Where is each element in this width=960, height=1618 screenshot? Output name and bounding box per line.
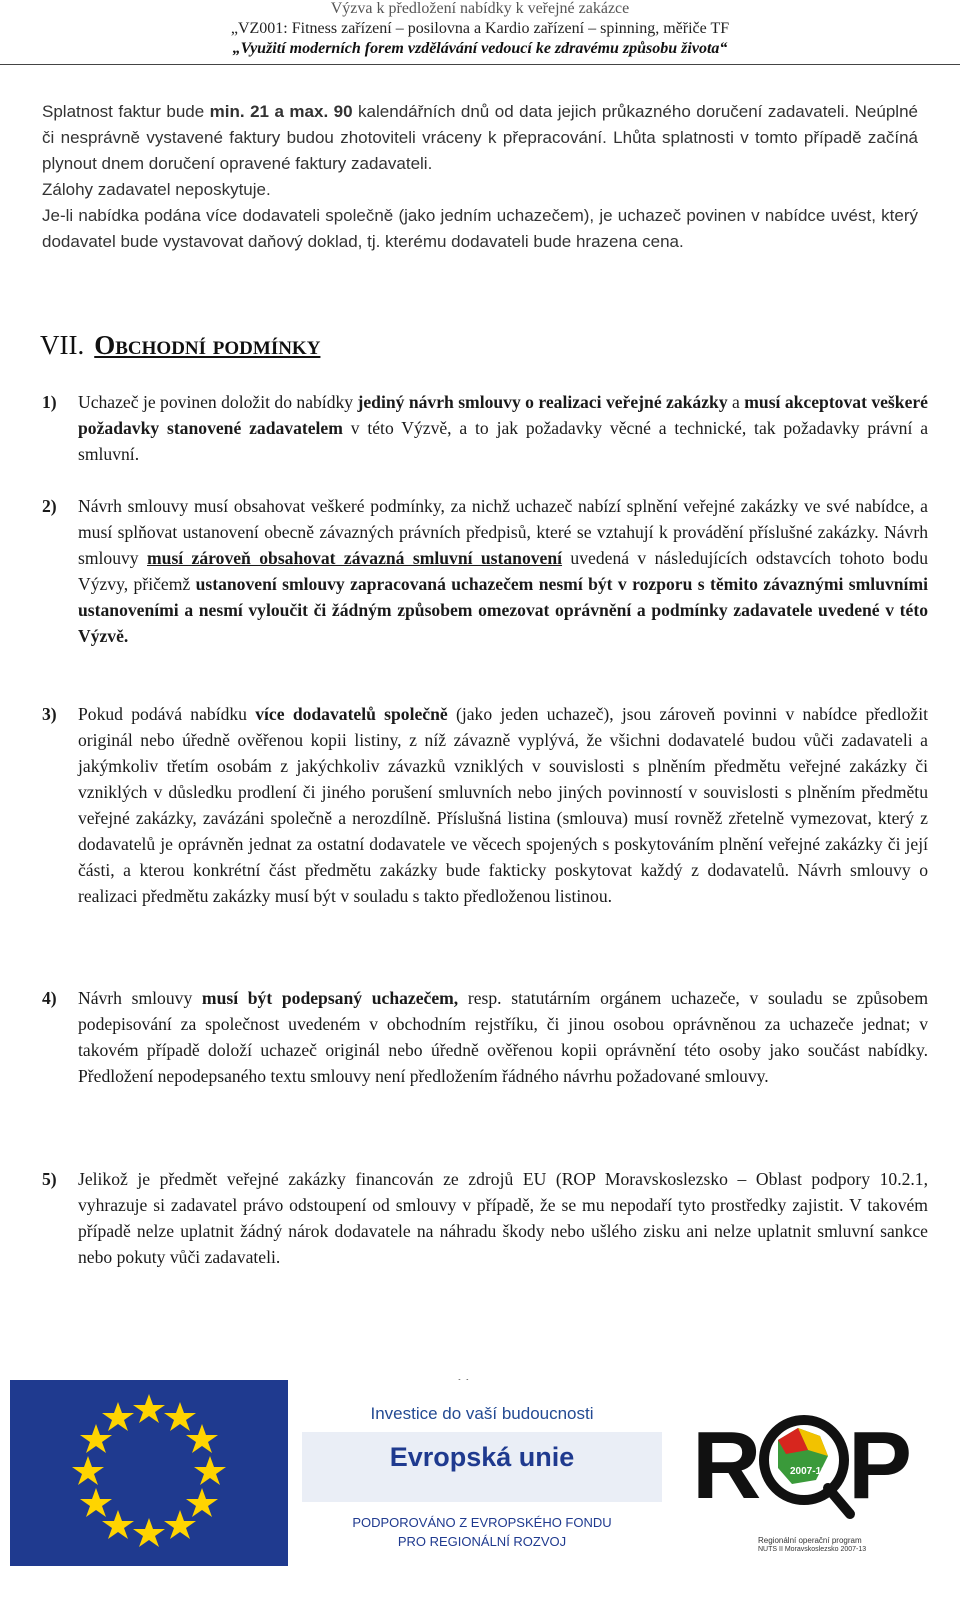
text-span-bold: musí být podepsaný uchazečem, [201, 988, 459, 1008]
section-title: Obchodní podmínky [94, 330, 321, 360]
list-item-number: 2) [42, 496, 57, 516]
intro-paragraph-joint-bid: Je-li nabídka podána více dodavateli společně (jako jedním uchazečem), je uchazeč povinen v nabídce uvést, který dodavatel bude vystavovat daňový doklad, tj. kterému dodavateli bude hrazena cena. [42, 206, 918, 251]
rop-letter-p: P [848, 1412, 913, 1519]
header-subtitle: „VZ001: Fitness zařízení – posilovna a Kardio zařízení – spinning, měřiče TF [230, 20, 730, 37]
text-span-bold: jediný návrh smlouvy o realizaci veřejné zakázky [357, 392, 728, 412]
text-span-bold: min. 21 a max. 90 [209, 102, 353, 121]
eu-title: Evropská unie [389, 1442, 575, 1472]
header-divider [0, 64, 960, 65]
eu-fund-panel [292, 1380, 672, 1566]
header-title: Výzva k předložení nabídky k veřejné zakázce [330, 0, 630, 17]
list-item-text [78, 493, 928, 649]
text-span-bold: více dodavatelů společně [255, 704, 448, 724]
text-span: (jako jeden uchazeč), jsou zároveň povinni v nabídce předložit originál nebo úředně ověřenou kopii listiny, z níž závazně vyplývá, že všichni dodavatelé budou vůči zadavateli a jakýmkoliv třetím osobám z jakýchkoliv závazků vzniklých v souvislosti s plněním předmětu veřejné zakázky či vzniklých v důsledku prodlení či jiného porušení smluvních nebo jiných povinností v souvislosti s plněním předmětu veřejné zakázky, zavázáni společně a nerozdílně. Příslušná listina (smlouva) musí rovněž zřetelně vymezovat, který z dodavatelů je oprávněn jednat za ostatní dodavatele ve věcech spojených s poskytováním plnění veřejné zakázky či její části, a kterou konkrétní část předmětu zakázky bude fakticky poskytovat každý z dodavatelů. Návrh smlouvy o realizaci předmětu zakázky musí být v souladu s takto předloženou listinou. [78, 704, 928, 906]
text-span-bold: musí akceptovat veškeré požadavky stanovené zadavatelem [78, 392, 928, 438]
text-span-bold-underlined: musí zároveň obsahovat závazná smluvní ustanovení [147, 548, 563, 568]
rop-years: 2007-13 [790, 1466, 827, 1477]
section-number: VII. [40, 330, 85, 360]
intro-block [42, 99, 918, 255]
list-item-text [78, 701, 928, 909]
list-item-text: Jelikož je předmět veřejné zakázky financován ze zdrojů EU (ROP Moravskoslezsko – Oblast podpory 10.2.1, vyhrazuje si zadavatel právo odstoupení od smlouvy v případě, že se mu nepodaří tyto prostředky zajistit. V takovém případě nelze uplatnit žádný nárok dodavatele na náhradu škody nebo ušlého zisku ani nelze uplatnit smluvní sankce nebo pokuty vůči zadavateli. [78, 1169, 928, 1267]
list-item-3 [42, 701, 928, 909]
text-span: uvedená v následujících odstavcích tohoto bodu Výzvy, přičemž [78, 548, 928, 594]
rop-letter-r: R [692, 1412, 762, 1519]
list-item-number: 5) [42, 1169, 57, 1189]
eu-stars-icon [10, 1380, 288, 1566]
text-span: Uchazeč je povinen doložit do nabídky [78, 392, 358, 412]
list-item-2 [42, 493, 928, 649]
list-item-4 [42, 985, 928, 1089]
rop-caption-nuts: NUTS II Moravskoslezsko 2007-13 [758, 1546, 867, 1553]
rop-logo [678, 1380, 930, 1566]
section-heading [40, 328, 320, 362]
list-item-number: 4) [42, 988, 57, 1008]
list-item-5 [42, 1166, 928, 1270]
text-span: Návrh smlouvy [78, 988, 202, 1008]
text-span: Návrh smlouvy musí obsahovat veškeré podmínky, za nichž uchazeč nabízí splnění veřejné zakázky ve své nabídce, a musí splňovat ustanovení obecně závazných právních předpisů, které se vztahují k provádění příslušné zakázky. Návrh smlouvy [78, 496, 928, 568]
list-item-text [78, 389, 928, 467]
text-span: Pokud podává nabídku [78, 704, 256, 724]
intro-paragraph-advances: Zálohy zadavatel neposkytuje. [42, 180, 271, 199]
rop-logo-icon [678, 1380, 930, 1530]
text-span-bold: ustanovení smlouvy zapracovaná uchazečem nesmí být v rozporu s těmito závaznými smluvními ustanoveními a nesmí vyloučit či žádným způsobem omezovat oprávnění a podmínky zadavatele uvedené v této Výzvě. [78, 574, 928, 646]
text-span: Splatnost faktur bude [42, 102, 210, 121]
slogan-text: Investice do vaší budoucnosti [370, 1404, 594, 1423]
list-item-1 [42, 389, 928, 467]
text-span: kalendářních dnů od data jejich průkazného doručení zadavateli. Neúplné či nesprávně vystavené faktury budou zhotoviteli vráceny k přepracování. Lhůta splatnosti v tomto případě začíná plynout dnem doručení opravené faktury zadavateli. [42, 102, 918, 173]
fund-line-2: PRO REGIONÁLNÍ ROZVOJ [397, 1534, 567, 1549]
text-span: v této Výzvě, a to jak požadavky věcné a technické, tak požadavky právní a smluvní. [78, 418, 929, 464]
eu-flag [10, 1380, 288, 1566]
footer-logos [10, 1380, 930, 1566]
header-project: „Využití moderních forem vzdělávání vedoucí ke zdravému způsobu života“ [232, 40, 728, 57]
list-item-number: 3) [42, 704, 57, 724]
list-item-text [78, 985, 928, 1089]
list-item-number: 1) [42, 392, 57, 412]
intro-paragraph-payment [42, 99, 918, 177]
rop-caption: Regionální operační program [758, 1536, 862, 1545]
text-span: resp. statutárním orgánem uchazeče, v souladu se způsobem podepisování za společnost uvedeném v obchodním rejstříku, či jinou osobou oprávněnou za uchazeče jednat; v takovém případě doloží uchazeč originál nebo úředně ověřenou kopii oprávnění této osoby jako součást nabídky. Předložení nepodepsaného textu smlouvy není předložením řádného návrhu požadované smlouvy. [78, 988, 929, 1086]
fund-line-1: PODPOROVÁNO Z EVROPSKÉHO FONDU [352, 1515, 612, 1530]
text-span: a [727, 392, 745, 412]
